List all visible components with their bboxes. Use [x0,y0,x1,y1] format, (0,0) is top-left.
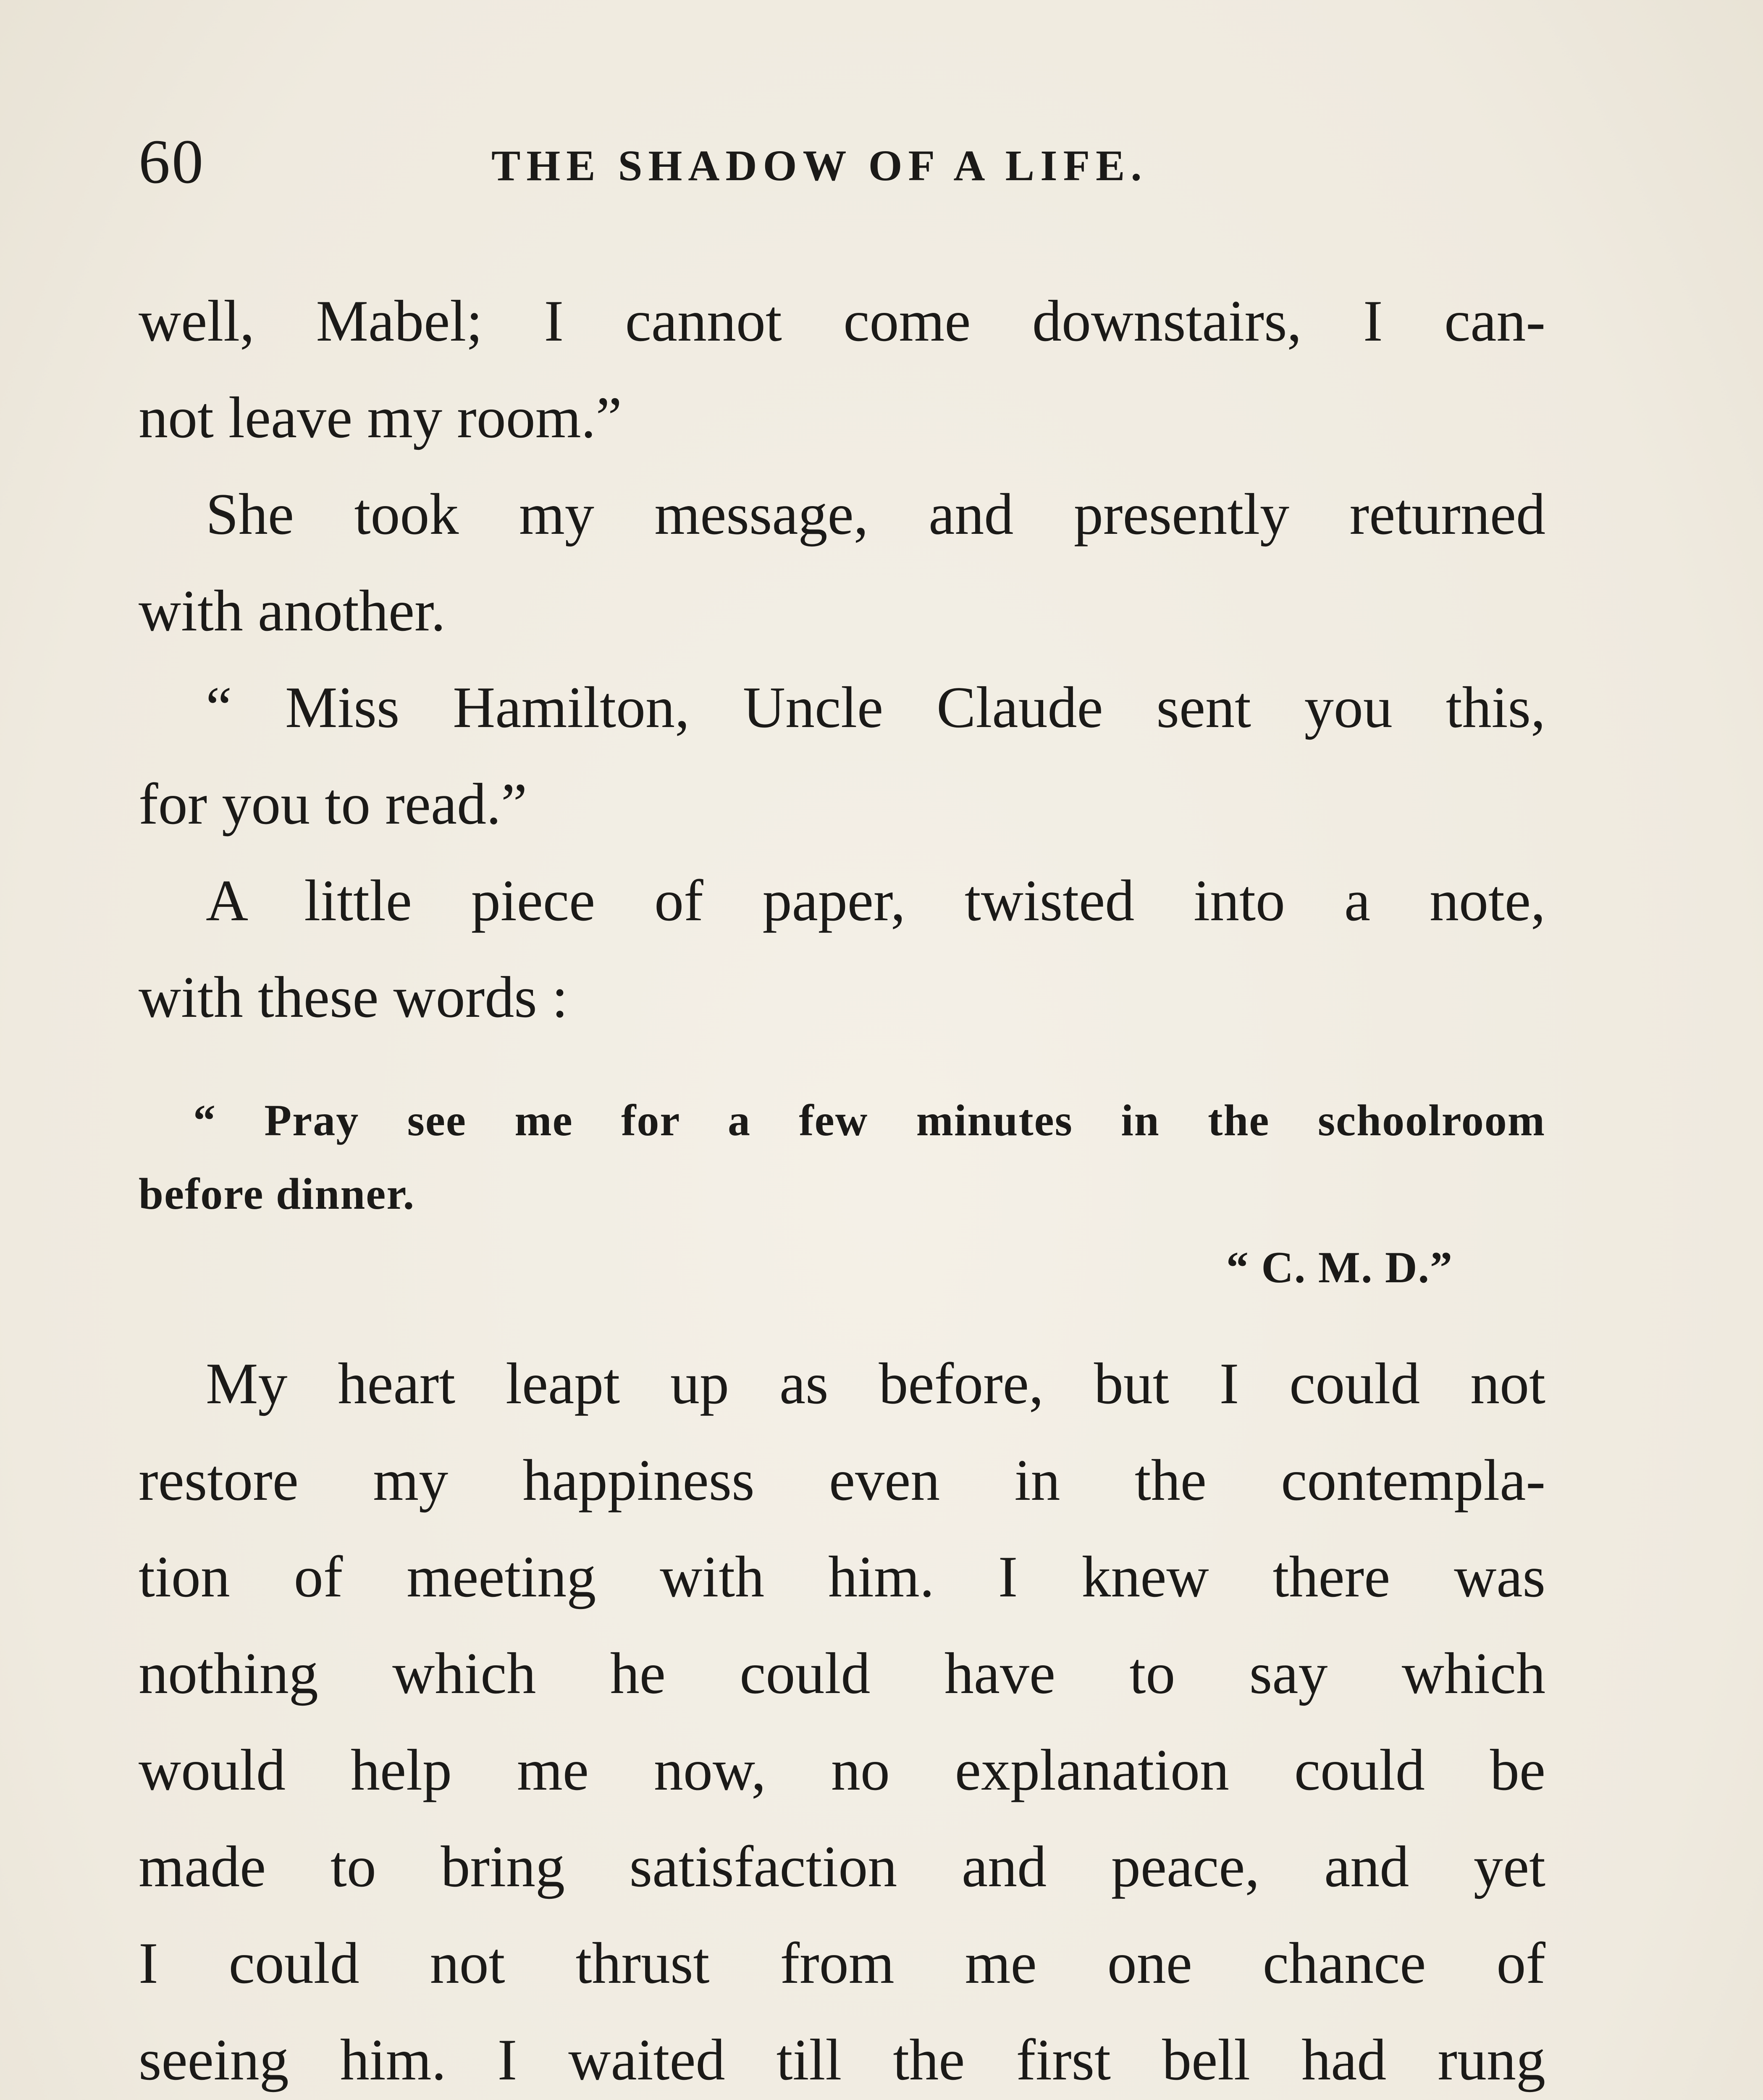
page-header [0,0,1763,210]
body-text-bottom [139,1336,1545,2100]
text-line: made to bring satisfaction and peace, and yet [139,1834,1545,1899]
text-line: tion of meeting with him. I knew there was [139,1544,1545,1609]
text-line: for you to read.” [139,772,527,837]
text-line: with these words : [139,965,568,1030]
text-line: A little piece of paper, twisted into a note, [206,868,1545,933]
note-line: before dinner. [139,1169,415,1218]
text-line: My heart leapt up as before, but I could not [206,1351,1545,1416]
running-head: THE SHADOW OF A LIFE. [491,142,1148,190]
text-line: I could not thrust from me one chance of [139,1931,1545,1996]
text-line: not leave my room.” [139,385,622,450]
text-line: seeing him. I waited till the first bell had rung [139,2027,1545,2092]
page-number: 60 [139,127,205,197]
body-text-top [139,273,1545,1046]
quoted-note [139,1084,1545,1304]
text-line: with another. [139,578,446,643]
text-line: well, Mabel; I cannot come downstairs, I can- [139,289,1545,354]
note-line: “ Pray see me for a few minutes in the schoolroom [193,1096,1545,1145]
text-line: “ Miss Hamilton, Uncle Claude sent you this, [206,675,1545,740]
text-line: nothing which he could have to say which [139,1641,1545,1706]
text-line: would help me now, no explanation could be [139,1738,1545,1803]
note-signature: “ C. M. D.” [1226,1243,1453,1292]
text-line: She took my message, and presently returned [206,482,1545,547]
text-line: restore my happiness even in the contempla- [139,1448,1545,1513]
